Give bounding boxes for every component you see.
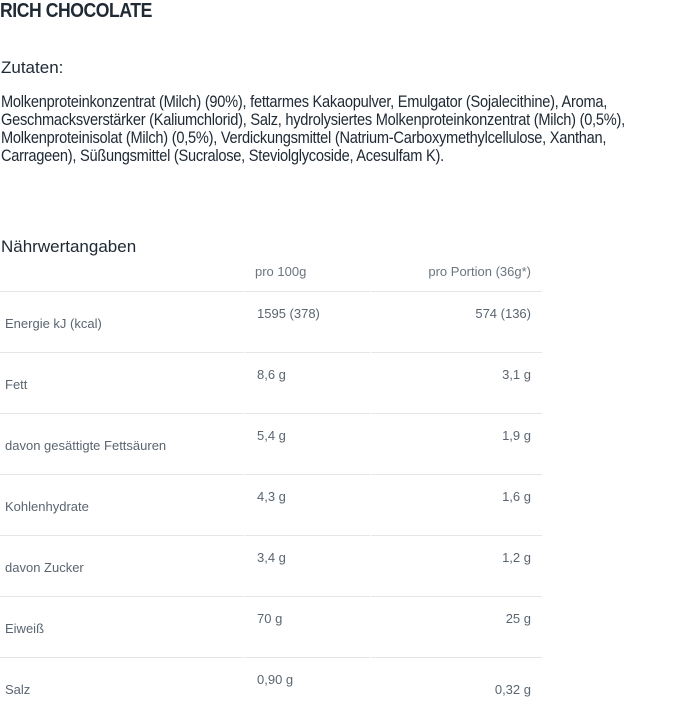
nutrient-value-per-100g: 0,90 g	[244, 657, 370, 718]
column-header-nutrient	[0, 258, 244, 291]
nutrient-name: davon Zucker	[0, 535, 244, 596]
table-row	[0, 352, 542, 413]
nutrient-value-per-100g: 8,6 g	[244, 352, 370, 413]
nutrient-name: Fett	[0, 352, 244, 413]
product-title: RICH CHOCOLATE	[0, 0, 152, 22]
nutrient-name: Energie kJ (kcal)	[0, 291, 244, 352]
nutrient-value-per-100g: 5,4 g	[244, 413, 370, 474]
table-row	[0, 535, 542, 596]
nutrient-value-per-portion: 1,9 g	[370, 413, 542, 474]
table-row	[0, 657, 542, 718]
nutrition-heading: Nährwertangaben	[1, 237, 137, 256]
table-row	[0, 596, 542, 657]
nutrient-value-per-100g: 4,3 g	[244, 474, 370, 535]
table-row	[0, 291, 542, 352]
column-header-per-100g: pro 100g	[255, 264, 307, 279]
nutrient-value-per-100g: 1595 (378)	[244, 291, 370, 352]
nutrient-name: Eiweiß	[0, 596, 244, 657]
nutrient-value-per-portion: 0,32 g	[370, 657, 542, 718]
table-row	[0, 413, 542, 474]
nutrition-table-header-row	[0, 258, 542, 291]
ingredients-text: Molkenproteinkonzentrat (Milch) (90%), fettarmes Kakaopulver, Emulgator (Sojalecithine), Aroma, Geschmacksverstärker (Kaliumchlorid), Salz, hydrolysiertes Molkenproteinkonzentrat (Milch) (0,5%), Molkenproteinisolat (Milch) (0,5%), Verdickungsmittel (Natrium-Carboxymethylcellulose, Xanthan, Carrageen), Süßungsmittel (Sucralose, Steviolglycoside, Acesulfam K).	[1, 92, 625, 165]
nutrition-table	[0, 258, 542, 718]
nutrient-value-per-portion: 25 g	[370, 596, 542, 657]
nutrient-value-per-100g: 3,4 g	[244, 535, 370, 596]
table-row	[0, 474, 542, 535]
nutrient-value-per-portion: 1,2 g	[370, 535, 542, 596]
ingredients-heading: Zutaten:	[1, 58, 64, 77]
nutrient-name: davon gesättigte Fettsäuren	[0, 413, 244, 474]
nutrient-value-per-portion: 3,1 g	[370, 352, 542, 413]
column-header-per-portion: pro Portion (36g*)	[428, 264, 531, 279]
nutrient-name: Salz	[0, 657, 244, 718]
nutrient-name: Kohlenhydrate	[0, 474, 244, 535]
nutrient-value-per-portion: 1,6 g	[370, 474, 542, 535]
nutrient-value-per-100g: 70 g	[244, 596, 370, 657]
nutrient-value-per-portion: 574 (136)	[370, 291, 542, 352]
